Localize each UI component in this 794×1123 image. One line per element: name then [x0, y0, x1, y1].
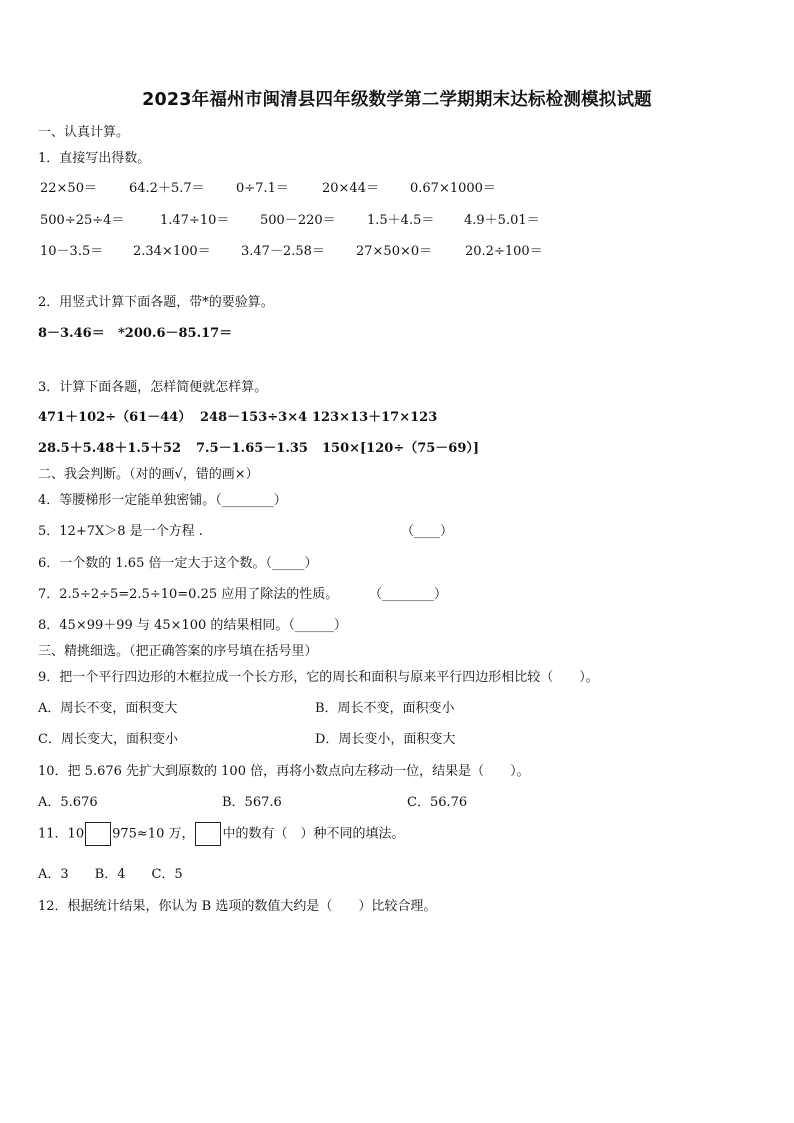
- q5-text: 5．12+7X＞8 是一个方程 .: [38, 524, 203, 539]
- calc-r1-c4: 20×44＝: [322, 181, 379, 196]
- calc-r3-c5: 20.2÷100＝: [465, 244, 543, 259]
- q3-r2-c1: 28.5＋5.48＋1.5＋52: [38, 441, 182, 456]
- q10-option-b: B．567.6: [222, 795, 282, 810]
- calc-r3-c2: 2.34×100＝: [133, 244, 211, 259]
- digit-box: [85, 822, 111, 846]
- q7-text: 7．2.5÷2÷5=2.5÷10=0.25 应用了除法的性质。: [38, 587, 339, 602]
- q2-text: 2．用竖式计算下面各题，带*的要验算。: [38, 295, 274, 310]
- q11-prefix: 11．10: [38, 826, 85, 842]
- q11-suffix: 中的数有（ ）种不同的填法。: [222, 826, 405, 842]
- calc-r2-c2: 1.47÷10＝: [160, 213, 230, 228]
- q2-item-2: *200.6－85.17＝: [118, 326, 233, 341]
- q9-option-d: D．周长变小，面积变大: [315, 732, 456, 747]
- calc-r2-c4: 1.5＋4.5＝: [367, 213, 435, 228]
- q9-option-b: B．周长不变，面积变小: [315, 701, 455, 716]
- digit-box-ref: [195, 822, 221, 846]
- q3-r2-c2: 7.5－1.65－1.35: [196, 441, 308, 456]
- q3-r2-c3: 150×[120÷（75－69）]: [322, 441, 480, 456]
- q5-blank: （____）: [401, 524, 454, 539]
- q8-text: 8．45×99＋99 与 45×100 的结果相同。（______）: [38, 618, 347, 633]
- q9-text: 9．把一个平行四边形的木框拉成一个长方形，它的周长和面积与原来平行四边形相比较（ ）。: [38, 670, 599, 685]
- page-title: 2023年福州市闽清县四年级数学第二学期期末达标检测模拟试题: [142, 90, 652, 110]
- calc-r1-c2: 64.2＋5.7＝: [129, 181, 205, 196]
- calc-r2-c1: 500÷25÷4＝: [40, 213, 125, 228]
- q10-option-c: C．56.76: [407, 795, 468, 810]
- q10-option-a: A．5.676: [38, 795, 98, 810]
- calc-r3-c4: 27×50×0＝: [356, 244, 433, 259]
- section2-heading: 二、我会判断。（对的画√，错的画×）: [38, 467, 259, 482]
- calc-r3-c1: 10－3.5＝: [40, 244, 104, 259]
- q3-r1-c3: 123×13＋17×123: [312, 410, 438, 425]
- q4-text: 4．等腰梯形一定能单独密铺。（________）: [38, 493, 287, 508]
- calc-r1-c1: 22×50＝: [40, 181, 97, 196]
- q7-blank: （________）: [369, 587, 448, 602]
- q6-text: 6．一个数的 1.65 倍一定大于这个数。（_____）: [38, 556, 318, 571]
- q3-r1-c1: 471＋102÷（61－44）: [38, 410, 192, 425]
- calc-r2-c3: 500－220＝: [260, 213, 336, 228]
- q11-line: [38, 822, 405, 846]
- q11-options: A．3 B．4 C．5: [38, 867, 183, 882]
- q12-text: 12．根据统计结果，你认为 B 选项的数值大约是（ ）比较合理。: [38, 899, 437, 914]
- q2-item-1: 8－3.46＝: [38, 326, 105, 341]
- q9-option-c: C．周长变大，面积变小: [38, 732, 178, 747]
- section3-heading: 三、精挑细选。（把正确答案的序号填在括号里）: [38, 644, 318, 659]
- q11-middle: 975≈10 万，: [112, 826, 195, 842]
- calc-r1-c3: 0÷7.1＝: [236, 181, 289, 196]
- q1-text: 1．直接写出得数。: [38, 151, 151, 166]
- q10-text: 10．把 5.676 先扩大到原数的 100 倍，再将小数点向左移动一位，结果是（ ）。: [38, 764, 530, 779]
- calc-r2-c5: 4.9＋5.01＝: [464, 213, 540, 228]
- calc-r1-c5: 0.67×1000＝: [410, 181, 496, 196]
- q3-r1-c2: 248－153÷3×4: [200, 410, 308, 425]
- section1-heading: 一、认真计算。: [38, 125, 130, 140]
- q3-text: 3．计算下面各题，怎样简便就怎样算。: [38, 380, 268, 395]
- calc-r3-c3: 3.47－2.58＝: [241, 244, 325, 259]
- q9-option-a: A．周长不变，面积变大: [38, 701, 178, 716]
